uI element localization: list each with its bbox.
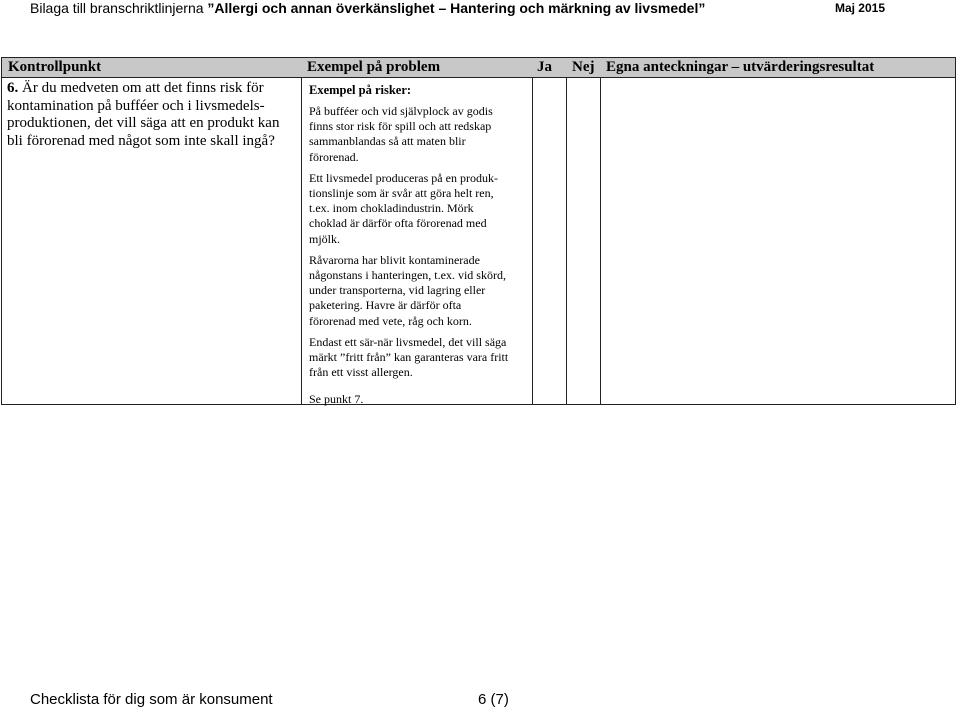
question-line: bli förorenad med något som inte skall ingå? [7,132,275,149]
example-line: Ett livsmedel produceras på en produk- [309,170,498,185]
example-paragraph [309,335,508,381]
column-header-kontrollpunkt: Kontrollpunkt [8,59,102,75]
column-header-ja: Ja [537,59,552,75]
column-header-egna: Egna anteckningar – utvärderingsresultat [606,59,875,75]
document-title-bold: ”Allergi och annan överkänslighet – Hantering och märkning av livsmedel” [207,0,706,16]
footer-label: Checklista för dig som är konsument [30,691,273,708]
kontrollpunkt-cell [7,80,279,150]
see-also: Se punkt 7. [309,392,364,407]
example-line: sammanblandas så att maten blir [309,134,466,149]
document-title-plain: Bilaga till branschriktlinjerna [30,0,208,16]
question-number: 6. [7,80,19,96]
example-line: mjölk. [309,231,341,246]
example-line: någonstans i hanteringen, t.ex. vid skörd, [309,268,506,283]
checklist-table [1,57,956,405]
table-header-row [2,58,955,78]
example-paragraph [309,104,508,165]
question-line: kontamination på bufféer och i livsmedels- [7,97,265,114]
example-line: På bufféer och vid självplock av godis [309,104,493,118]
column-header-exempel: Exempel på problem [307,59,441,75]
document-date: Maj 2015 [834,1,885,15]
example-line: från ett visst allergen. [309,365,413,380]
question-line: produktionen, det vill säga att en produkt kan [7,115,280,131]
example-line: förorenad med vete, råg och korn. [309,313,472,328]
page-header [30,0,890,18]
example-line: under transporterna, vid lagring eller [309,283,486,298]
question-text: Är du medveten om att det finns risk för [18,80,264,96]
column-divider [566,78,567,404]
question-line [7,80,279,98]
example-line: tionslinje som är svår att göra helt ren, [309,186,494,201]
exempel-cell [309,82,508,414]
example-line: t.ex. inom chokladindustrin. Mörk [309,201,474,216]
example-line: förorenad. [309,149,359,164]
example-paragraph [309,253,508,329]
example-line: choklad är därför ofta förorenad med [309,216,487,231]
column-divider [600,78,601,404]
example-line: finns stor risk för spill och att redskap [309,119,492,134]
page-number: 6 (7) [478,691,509,708]
column-divider [532,78,533,404]
example-paragraph [309,171,508,247]
example-line: Råvarorna har blivit kontaminerade [309,252,480,267]
example-line: paketering. Havre är därför ofta [309,298,462,313]
column-divider [301,78,302,404]
document-title [30,0,705,16]
column-header-nej: Nej [572,59,595,75]
example-line: Endast ett sär-när livsmedel, det vill säga [309,334,507,349]
examples-title: Exempel på risker: [309,83,412,97]
example-line: märkt ”fritt från” kan garanteras vara fritt [309,350,509,365]
